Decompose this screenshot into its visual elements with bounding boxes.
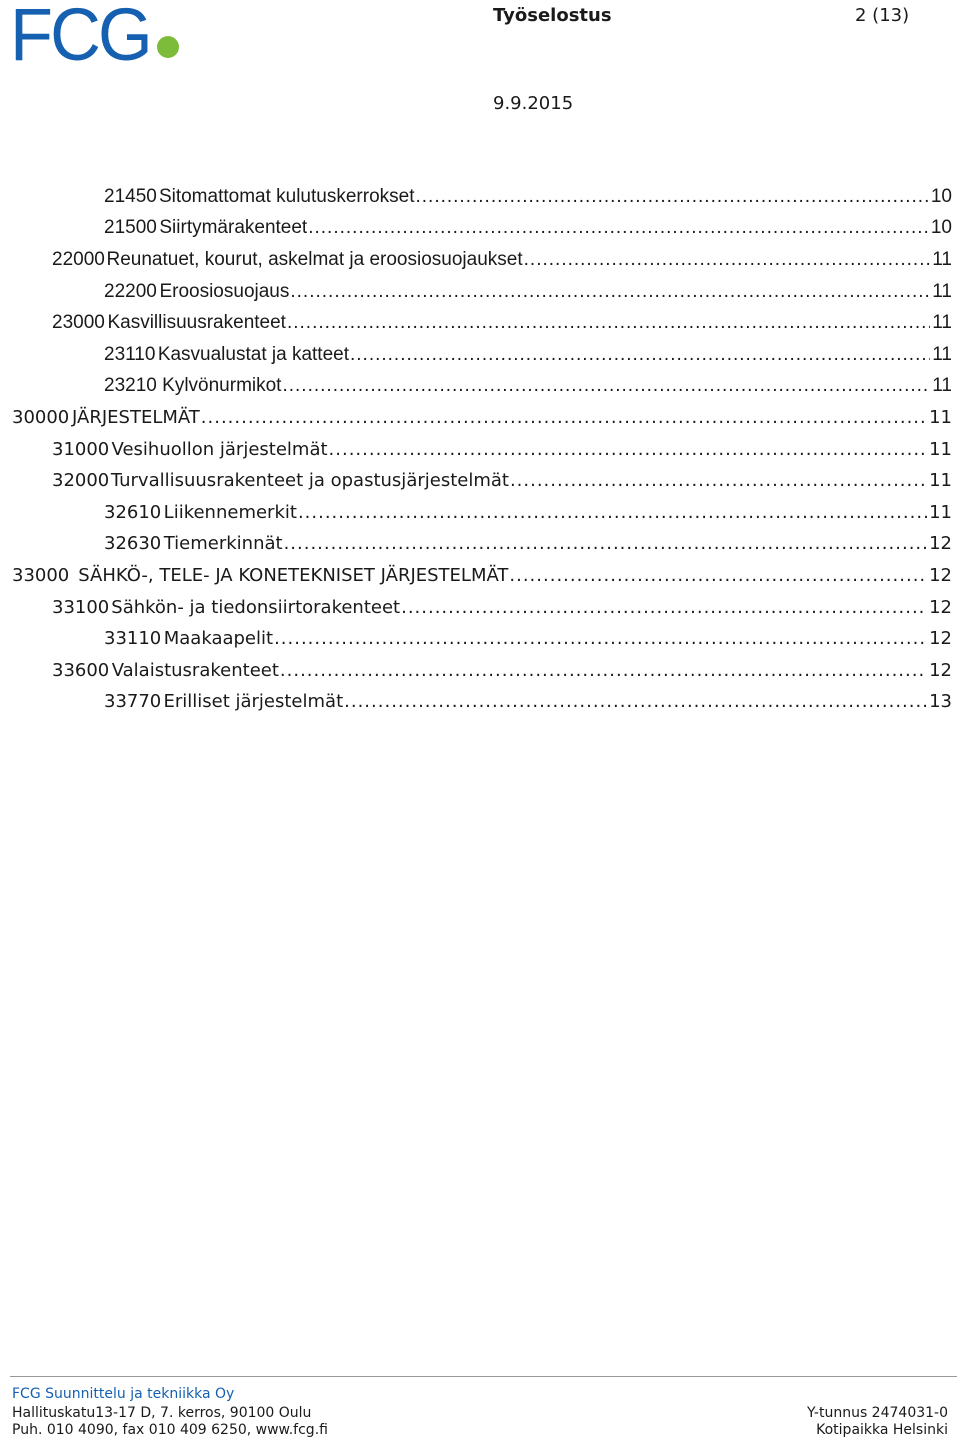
toc-entry[interactable] [0,434,960,466]
toc-entry-page: 12 [929,596,952,618]
toc-entry-page: 11 [929,438,952,460]
toc-entry[interactable] [0,371,960,403]
toc-entry-number: 31000 [52,438,110,460]
dot-leader [274,628,927,650]
dot-leader [510,470,927,492]
toc-entry-number: 21500 [104,217,157,239]
toc-entry-number: 30000 [12,406,70,428]
toc-entry-label: SÄHKÖ-, TELE- JA KONETEKNISET JÄRJESTELMÄT [78,564,509,586]
toc-entry-label: Reunatuet, kourut, askelmat ja eroosiosuojaukset [106,248,523,270]
toc-entry[interactable] [0,592,960,624]
table-of-contents [0,181,960,718]
footer-divider [10,1376,957,1377]
toc-entry-label: Erilliset järjestelmät [163,691,344,713]
toc-entry[interactable] [0,529,960,561]
toc-entry-number: 22200 [104,280,157,302]
toc-entry-number: 33100 [52,596,110,618]
dot-leader [287,312,930,334]
dot-leader [350,344,930,366]
toc-entry-label: JÄRJESTELMÄT [72,406,200,428]
toc-entry[interactable] [0,181,960,213]
toc-entry-page: 11 [932,375,952,397]
toc-entry-label: Liikennemerkit [163,501,297,523]
dot-leader [290,281,930,303]
toc-entry-number: 32630 [104,533,162,555]
dot-leader [344,691,927,713]
toc-entry-label: Eroosiosuojaus [159,280,290,302]
toc-entry-page: 11 [932,343,952,365]
toc-entry[interactable] [0,655,960,687]
toc-entry-label: Sitomattomat kulutuskerrokset [158,185,415,207]
toc-entry-label: Turvallisuusrakenteet ja opastusjärjestelmät [110,470,509,492]
toc-entry[interactable] [0,623,960,655]
toc-entry[interactable] [0,307,960,339]
toc-entry[interactable] [0,687,960,719]
footer-business-id: Y-tunnus 2474031-0 [807,1405,948,1421]
toc-entry[interactable] [0,465,960,497]
toc-entry-number: 33000 [12,564,70,586]
dot-leader [201,407,927,429]
toc-entry[interactable] [0,402,960,434]
toc-entry-number: 33110 [104,628,162,650]
toc-entry-page: 13 [929,691,952,713]
toc-entry-number: 32000 [52,470,110,492]
dot-leader [282,375,930,397]
document-title: Työselostus [493,5,612,26]
toc-entry-page: 12 [929,533,952,555]
toc-entry-page: 12 [929,659,952,681]
dot-leader [415,186,928,208]
dot-leader [509,565,927,587]
toc-entry-label: Kylvönurmikot [162,375,282,397]
dot-leader [329,439,928,461]
toc-entry[interactable] [0,560,960,592]
toc-entry-page: 11 [932,280,952,302]
toc-entry[interactable] [0,244,960,276]
fcg-logo [10,0,179,76]
toc-entry[interactable] [0,276,960,308]
dot-leader [298,502,927,524]
toc-entry-number: 32610 [104,501,162,523]
toc-entry-label: Kasvillisuusrakenteet [107,312,286,334]
footer-address: Hallituskatu13-17 D, 7. kerros, 90100 Oulu [12,1405,312,1421]
dot-leader [401,597,927,619]
footer-domicile: Kotipaikka Helsinki [816,1422,948,1438]
toc-entry[interactable] [0,339,960,371]
toc-entry-number: 22000 [52,248,105,270]
dot-leader [280,660,927,682]
dot-leader [284,533,928,555]
toc-entry-number: 23110 [104,343,156,365]
dot-leader [524,249,931,271]
toc-entry-number: 21450 [104,185,157,207]
toc-entry-page: 10 [930,217,952,239]
toc-entry-number: 23000 [52,312,105,334]
logo-text: FCG [10,0,150,76]
toc-entry-label: Maakaapelit [163,628,274,650]
toc-entry-page: 12 [929,628,952,650]
toc-entry-number: 33770 [104,691,162,713]
logo-dot-icon [157,36,179,58]
toc-entry-label: Kasvualustat ja katteet [157,343,349,365]
footer-contact[interactable]: Puh. 010 4090, fax 010 409 6250, www.fcg.fi [12,1422,328,1438]
toc-entry[interactable] [0,213,960,245]
toc-entry-page: 11 [929,501,952,523]
toc-entry-label: Tiemerkinnät [163,533,283,555]
toc-entry[interactable] [0,497,960,529]
footer-company-name: FCG Suunnittelu ja tekniikka Oy [12,1386,235,1402]
toc-entry-page: 12 [929,564,952,586]
document-date: 9.9.2015 [493,93,574,114]
toc-entry-page: 10 [930,185,952,207]
dot-leader [308,217,929,239]
toc-entry-page: 11 [932,312,952,334]
toc-entry-label: Vesihuollon järjestelmät [111,438,328,460]
toc-entry-page: 11 [929,406,952,428]
toc-entry-label: Valaistusrakenteet [111,659,279,681]
page-number: 2 (13) [855,5,910,26]
toc-entry-page: 11 [932,248,952,270]
toc-entry-label: Siirtymärakenteet [159,217,308,239]
toc-entry-number: 23210 [104,375,157,397]
toc-entry-page: 11 [929,470,952,492]
toc-entry-label: Sähkön- ja tiedonsiirtorakenteet [111,596,401,618]
toc-entry-number: 33600 [52,659,110,681]
